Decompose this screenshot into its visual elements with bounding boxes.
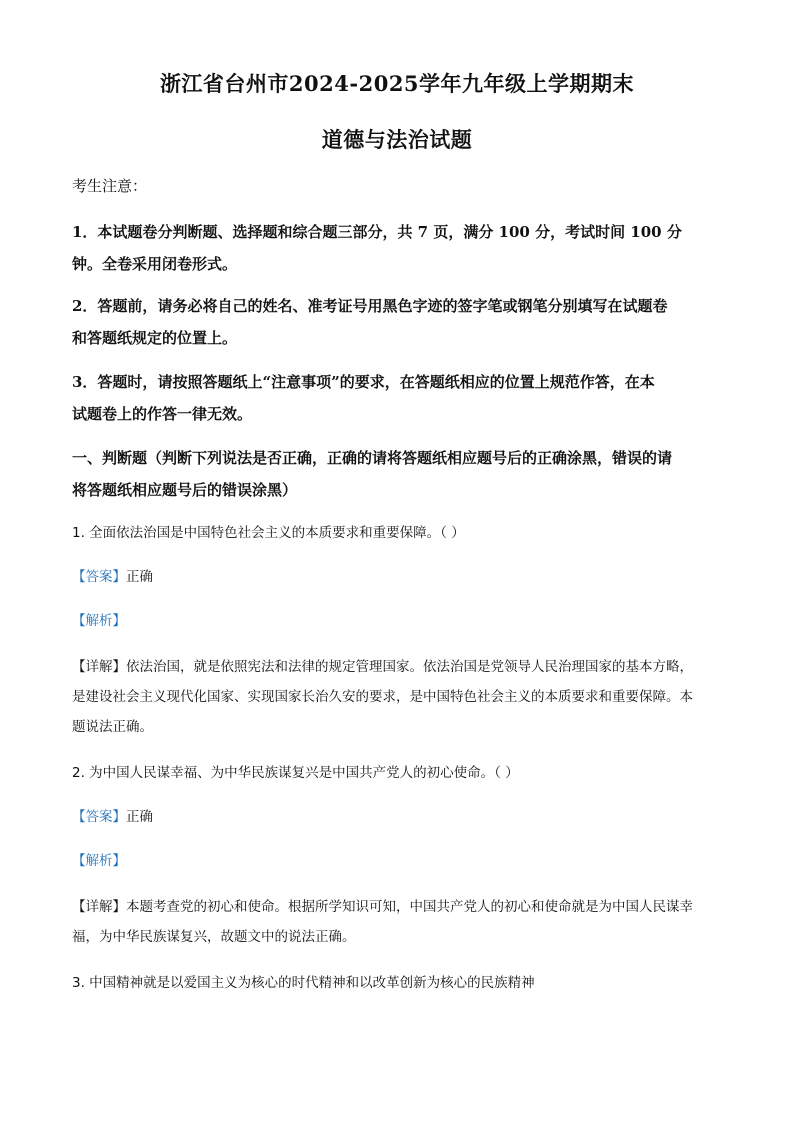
document-subtitle: 道德与法治试题: [321, 127, 473, 152]
answer-value: 正确: [126, 569, 153, 585]
analysis-label: 【解析】: [72, 853, 126, 869]
detail-label: 【详解】: [72, 899, 126, 915]
detail-label: 【详解】: [72, 659, 126, 675]
document-title: 浙江省台州市2024-2025学年九年级上学期期末: [159, 71, 635, 96]
question-3-stem: 3. 中国精神就是以爱国主义为核心的时代精神和以改革创新为核心的民族精神: [72, 975, 535, 991]
question-2-answer: [72, 802, 722, 832]
notice-item-2: 2．答题前，请务必将自己的姓名、准考证号用黑色字迹的签字笔或钢笔分别填写在试题卷 和答题纸规定的位置上。: [72, 297, 668, 347]
notice-item-1: 1．本试题卷分判断题、选择题和综合题三部分，共 7 页，满分 100 分，考试时间 100 分 钟。全卷采用闭卷形式。: [72, 223, 682, 273]
answer-label: 【答案】: [72, 809, 126, 825]
analysis-label: 【解析】: [72, 613, 126, 629]
question-2-detail: 【详解】本题考查党的初心和使命。根据所学知识可知，中国共产党人的初心和使命就是为中国人民谋幸 福，为中华民族谋复兴，故题文中的说法正确。: [72, 899, 693, 945]
answer-value: 正确: [126, 809, 153, 825]
question-2-stem: 2. 为中国人民谋幸福、为中华民族谋复兴是中国共产党人的初心使命。（ ）: [72, 765, 519, 781]
notice-item-3: 3．答题时，请按照答题纸上“注意事项”的要求，在答题纸相应的位置上规范作答，在本 试题卷上的作答一律无效。: [72, 373, 655, 423]
answer-label: 【答案】: [72, 569, 126, 585]
question-2-analysis: [72, 846, 722, 876]
question-1-stem: 1. 全面依法治国是中国特色社会主义的本质要求和重要保障。（ ）: [72, 525, 465, 541]
question-1-analysis: [72, 606, 722, 636]
notice-heading: 考生注意：: [72, 177, 148, 195]
question-1-answer: [72, 562, 722, 592]
section-heading: 一、判断题（判断下列说法是否正确，正确的请将答题纸相应题号后的正确涂黑，错误的请 将答题纸相应题号后的错误涂黑）: [72, 449, 673, 499]
question-1-detail: 【详解】依法治国，就是依照宪法和法律的规定管理国家。依法治国是党领导人民治理国家的基本方略， 是建设社会主义现代化国家、实现国家长治久安的要求，是中国特色社会主义的本质要求和重要保障。本 题说法正确。: [72, 659, 693, 735]
